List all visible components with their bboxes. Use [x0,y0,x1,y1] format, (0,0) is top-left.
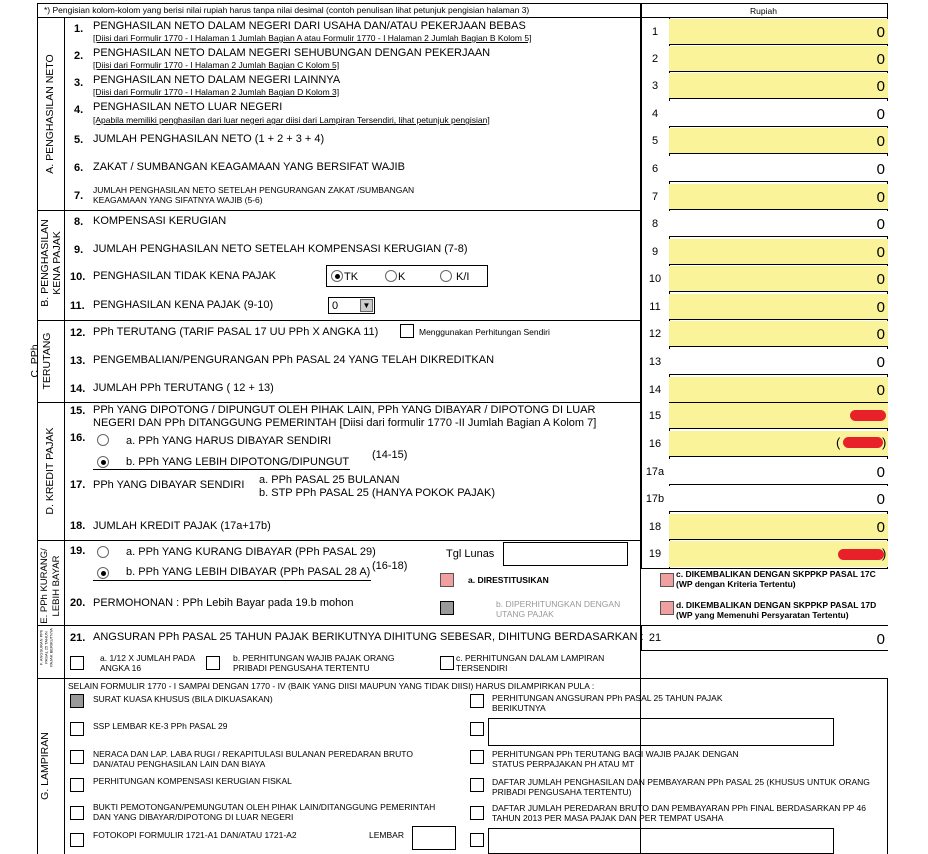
box18-no: 18 [648,521,662,533]
row16-number: 16. [70,432,86,444]
row5-label: JUMLAH PENGHASILAN NETO (1 + 2 + 3 + 4) [93,133,325,145]
ptkp-k-radio[interactable] [385,270,397,282]
redacted-box19 [838,546,887,561]
section-g-title: G. LAMPIRAN [39,732,51,800]
lampiran-left-2-checkbox[interactable] [70,750,84,764]
redacted-box16 [843,437,883,448]
row12-label: PPh TERUTANG (TARIF PASAL 17 UU PPh X ANGKA 11) [93,326,379,338]
box11-no: 11 [649,301,661,313]
row3-number: 3. [74,77,84,89]
header-note: *) Pengisian kolom-kolom yang berisi nilai rupiah harus tanpa nilai desimal (contoh penulisan lihat petunjuk pengisian halaman 3) [44,5,530,15]
section-divider [37,210,641,211]
row9-label: JUMLAH PENGHASILAN NETO SETELAH KOMPENSASI KERUGIAN (7-8) [93,243,468,255]
row2-label: PENGHASILAN NETO DALAM NEGERI SEHUBUNGAN DENGAN PEKERJAAN [93,47,491,59]
section-b-title2: KENA PAJAK [51,231,63,295]
section-divider [37,320,641,321]
row1-sub: [Diisi dari Formulir 1770 - I Halaman 1 Jumlah Bagian A atau Formulir 1770 - I Halaman 2 Jumlah Bagian B Kolom 5] [93,33,532,43]
angsuran-a-label: a. 1/12 X JUMLAH PADA ANGKA 16 [100,653,195,673]
lampiran-right-0: PERHITUNGAN ANGSURAN PPh PASAL 25 TAHUN PAJAK BERIKUTNYA [492,693,723,713]
ptkp-select-value: 0 [332,300,339,312]
lampiran-left-0: SURAT KUASA KHUSUS (BILA DIKUASAKAN) [93,694,273,704]
box10-value: 0 [669,266,888,292]
lampiran-right-1-checkbox[interactable] [470,722,484,736]
box2-value[interactable]: 0 [669,46,888,72]
box8-value[interactable]: 0 [669,211,888,237]
restitusi-label: a. DIRESTITUSIKAN [468,575,549,585]
lampiran-left-1-checkbox[interactable] [70,722,84,736]
row8-label: KOMPENSASI KERUGIAN [93,215,227,227]
chevron-down-icon[interactable]: ▼ [360,299,373,312]
box9-value: 0 [669,239,888,265]
row5-number: 5. [74,134,84,146]
section-e-title2: LEBIH BAYAR [51,555,62,617]
box19-close-paren: ) [882,546,887,561]
box18-value: 0 [669,514,888,540]
lembar-input[interactable] [412,826,456,850]
lampiran-left-3-checkbox[interactable] [70,778,84,792]
row11-number: 11. [70,300,85,312]
row6-label: ZAKAT / SUMBANGAN KEAGAMAAN YANG BERSIFAT WAJIB [93,161,405,173]
row7-number: 7. [74,190,84,202]
box21-value[interactable]: 0 [669,626,888,650]
row19-number: 19. [70,545,86,557]
lembar-label: LEMBAR [369,830,404,840]
own-calc-checkbox[interactable] [400,324,414,338]
row10-number: 10. [70,271,86,283]
angsuran-b-label: b. PERHITUNGAN WAJIB PAJAK ORANG PRIBADI PENGUSAHA TERTENTU [233,653,395,673]
lampiran-intro: SELAIN FORMULIR 1770 - I SAMPAI DENGAN 1770 - IV (BAIK YANG DIISI MAUPUN YANG TIDAK DIISI) HARUS DILAMPIRKAN PULA : [68,681,595,691]
box12-no: 12 [648,328,662,340]
box13-value[interactable]: 0 [669,349,888,375]
lampiran-left-4-checkbox[interactable] [70,806,84,820]
row3-sub: [Diisi dari Formulir 1770 - I Halaman 2 Jumlah Bagian D Kolom 3] [93,87,340,97]
row16b-label: b. PPh YANG LEBIH DIPOTONG/DIPUNGUT [126,456,350,468]
row10-label: PENGHASILAN TIDAK KENA PAJAK [93,270,276,282]
lampiran-right-2: PERHITUNGAN PPh TERUTANG BAGI WAJIB PAJAK DENGAN STATUS PERPAJAKAN PH ATAU MT [492,749,739,769]
box10-no: 10 [648,273,662,285]
ptkp-ki-radio[interactable] [440,270,452,282]
box5-value: 0 [669,128,888,154]
box15-no: 15 [648,410,662,422]
box6-value[interactable]: 0 [669,156,888,182]
section-c-title2: TERUTANG [41,332,53,390]
lampiran-left-3: PERHITUNGAN KOMPENSASI KERUGIAN FISKAL [93,776,292,786]
row17-label: PPh YANG DIBAYAR SENDIRI [93,479,245,491]
box17a-no: 17a [645,466,665,478]
ptkp-select[interactable] [328,297,375,314]
skppkp-17d-label: d. DIKEMBALIKAN DENGAN SKPPKP PASAL 17D (WP yang Memenuhi Persyaratan Tertentu) [676,600,877,620]
lampiran-right-5-checkbox[interactable] [470,833,484,847]
box1-value[interactable]: 0 [669,19,888,45]
lampiran-right-1-input[interactable] [488,718,834,746]
row19a-label: a. PPh YANG KURANG DIBAYAR (PPh PASAL 29) [126,546,376,558]
utang-pajak-label: b. DIPERHITUNGKAN DENGAN UTANG PAJAK [496,599,621,619]
box7-no: 7 [651,191,659,203]
box16-open-paren: ( [836,435,841,450]
lampiran-right-3-checkbox[interactable] [470,778,484,792]
header-divider [37,17,641,18]
row19-calc: (16-18) [372,560,408,572]
box16-close-paren: ) [882,435,887,450]
right-frame [887,678,888,854]
row4-label: PENGHASILAN NETO LUAR NEGERI [93,101,283,113]
box3-no: 3 [651,80,659,92]
lampiran-right-3: DAFTAR JUMLAH PENGHASILAN DAN PEMBAYARAN PPh PASAL 25 (KHUSUS UNTUK ORANG PRIBADI PENGUSAHA TERTENTU) [492,777,870,797]
section-f-title2: PASAL 25 TAHUN [43,631,49,664]
row18-number: 18. [70,520,86,532]
section-c-title1: C. PPh [29,344,41,378]
row16a-radio[interactable] [97,434,109,446]
section-f-title3: PAJAK BERIKUTNYA [48,628,54,667]
row21-label: ANGSURAN PPh PASAL 25 TAHUN PAJAK BERIKUTNYA DIHITUNG SEBESAR, DIHITUNG BERDASARKAN : [93,631,644,643]
section-a-title: A. PENGHASILAN NETO [44,54,56,174]
row7-label2: KEAGAMAAN YANG SIFATNYA WAJIB (5-6) [93,195,263,205]
section-divider [37,625,641,626]
tgl-lunas-input[interactable] [503,542,628,566]
lampiran-left-2: NERACA DAN LAP. LABA RUGI / REKAPITULASI BULANAN PEREDARAN BRUTO DAN/ATAU PENGHASILAN LAIN DAN BIAYA [93,749,413,769]
row13-label: PENGEMBALIAN/PENGURANGAN PPh PASAL 24 YANG TELAH DIKREDITKAN [93,354,495,366]
lampiran-right-0-checkbox[interactable] [470,694,484,708]
row16b-radio[interactable] [97,456,109,468]
box3-value[interactable]: 0 [669,73,888,99]
redacted-box15 [850,410,886,421]
row15-label2: NEGERI DAN PPh DITANGGUNG PEMERINTAH [Diisi dari formulir 1770 -II Jumlah Bagian A Kolom 7] [93,417,597,429]
lampiran-right-2-checkbox[interactable] [470,750,484,764]
box19-no: 19 [648,548,662,560]
box6-no: 6 [651,163,659,175]
lampiran-left-4: BUKTI PEMOTONGAN/PEMUNGUTAN OLEH PIHAK LAIN/DITANGGUNG PEMERINTAH DAN YANG DIBAYAR/DIPOTONG DI LUAR NEGERI [93,802,436,822]
box7-value: 0 [669,184,888,210]
box17b-value[interactable]: 0 [669,486,888,512]
section-e-title1: E. PPh KURANG/ [39,548,50,624]
row15-label1: PPh YANG DIPOTONG / DIPUNGUT OLEH PIHAK LAIN, PPh YANG DIBAYAR / DIPOTONG DI LUAR [93,404,596,416]
row21-number: 21. [70,632,86,644]
row19b-radio[interactable] [97,567,109,579]
box9-no: 9 [651,246,659,258]
row15-number: 15. [70,405,86,417]
lampiran-right-4: DAFTAR JUMLAH PEREDARAN BRUTO DAN PEMBAYARAN PPh FINAL BERDASARKAN PP 46 TAHUN 2013 PER MASA PAJAK DAN PER TEMPAT USAHA [492,803,866,823]
box17b-no: 17b [645,493,665,505]
row20-number: 20. [70,597,86,609]
tgl-lunas-label: Tgl Lunas [446,548,495,560]
box14-no: 14 [648,384,662,396]
box11-value: 0 [669,294,888,320]
box1-no: 1 [651,26,659,38]
ptkp-k-label: K [398,271,406,283]
row11-label: PENGHASILAN KENA PAJAK (9-10) [93,299,274,311]
rupiah-label: Rupiah [750,6,777,16]
row19-underline [93,580,371,581]
box5-no: 5 [651,135,659,147]
box16-no: 16 [648,438,662,450]
angsuran-c-label: c. PERHITUNGAN DALAM LAMPIRAN TERSENDIRI [456,653,605,673]
row17b-label: b. STP PPh PASAL 25 (HANYA POKOK PAJAK) [259,487,495,499]
skppkp-17c-label: c. DIKEMBALIKAN DENGAN SKPPKP PASAL 17C (WP dengan Kriteria Tertentu) [676,569,876,589]
row2-number: 2. [74,50,84,62]
row4-number: 4. [74,104,84,116]
row1-number: 1. [74,23,84,35]
section-col-divider [64,17,65,854]
box4-no: 4 [651,108,659,120]
row19a-radio[interactable] [97,546,109,558]
row16-calc: (14-15) [372,449,408,461]
restitusi-checkbox[interactable] [440,573,454,587]
lampiran-left-5-checkbox[interactable] [70,833,84,847]
row17a-label: a. PPh PASAL 25 BULANAN [259,474,400,486]
own-calc-label: Menggunakan Perhitungan Sendiri [419,327,550,337]
box21-no: 21 [648,632,662,644]
row9-number: 9. [74,244,84,256]
row2-sub: [Diisi dari Formulir 1770 - I Halaman 2 Jumlah Bagian C Kolom 5] [93,60,340,70]
skppkp-17c-checkbox[interactable] [660,573,674,587]
section-f-title1: F. ANGSURAN PPh [38,629,44,666]
skppkp-17d-checkbox[interactable] [660,601,674,615]
box17a-value[interactable]: 0 [669,459,888,485]
box13-no: 13 [648,356,662,368]
row13-number: 13. [70,355,86,367]
angsuran-c-checkbox[interactable] [440,656,454,670]
lampiran-right-4-checkbox[interactable] [470,806,484,820]
row19b-label: b. PPh YANG LEBIH DIBAYAR (PPh PASAL 28 A) [126,566,371,578]
section-d-title: D. KREDIT PAJAK [44,427,56,515]
row3-label: PENGHASILAN NETO DALAM NEGERI LAINNYA [93,74,341,86]
row16-underline [93,469,350,470]
row14-label: JUMLAH PPh TERUTANG ( 12 + 13) [93,382,274,394]
section-divider [37,678,888,679]
row4-sub: [Apabila memiliki penghasilan dari luar negeri agar diisi dari Lampiran Tersendiri, lihat petunjuk pengisian] [93,115,490,125]
box12-value: 0 [669,321,888,347]
lampiran-left-5: FOTOKOPI FORMULIR 1721-A1 DAN/ATAU 1721-A2 [93,830,297,840]
section-divider [37,540,641,541]
row17-number: 17. [70,479,86,491]
box2-no: 2 [651,53,659,65]
ptkp-tk-label: TK [344,271,359,283]
ptkp-tk-radio[interactable] [331,270,343,282]
box14-value: 0 [669,377,888,403]
row14-number: 14. [70,383,86,395]
row7-label1: JUMLAH PENGHASILAN NETO SETELAH PENGURANGAN ZAKAT /SUMBANGAN [93,185,415,195]
row18-label: JUMLAH KREDIT PAJAK (17a+17b) [93,520,271,532]
row8-number: 8. [74,216,84,228]
section-divider [37,402,641,403]
section-b-title1: B. PENGHASILAN [39,219,51,307]
utang-pajak-checkbox [440,601,454,615]
row16a-label: a. PPh YANG HARUS DIBAYAR SENDIRI [126,435,332,447]
angsuran-a-checkbox[interactable] [70,656,84,670]
lampiran-left-0-checkbox [70,694,84,708]
lampiran-left-1: SSP LEMBAR KE-3 PPh PASAL 29 [93,721,228,731]
lampiran-right-5-input[interactable] [488,828,834,854]
box4-value[interactable]: 0 [669,101,888,127]
row6-number: 6. [74,162,84,174]
row1-label: PENGHASILAN NETO DALAM NEGERI DARI USAHA DAN/ATAU PEKERJAAN BEBAS [93,20,526,32]
ptkp-ki-label: K/I [456,271,470,283]
box8-no: 8 [651,218,659,230]
row20-label: PERMOHONAN : PPh Lebih Bayar pada 19.b mohon [93,597,354,609]
row12-number: 12. [70,327,86,339]
angsuran-b-checkbox[interactable] [206,656,220,670]
